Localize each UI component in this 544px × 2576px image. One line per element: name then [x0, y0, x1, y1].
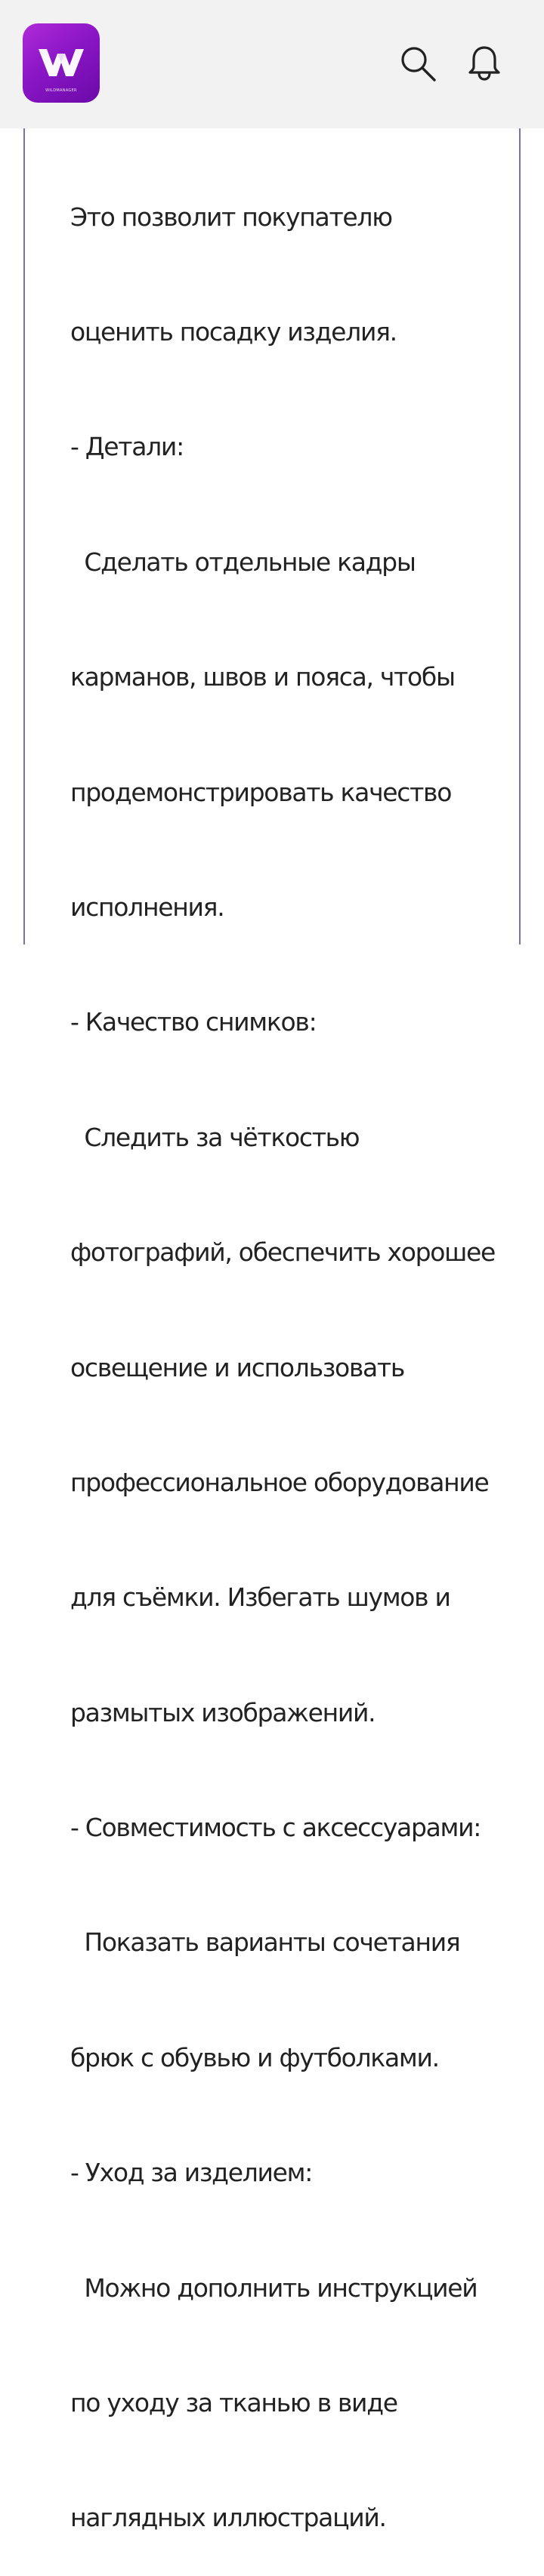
message-line: фотографий, обеспечить хорошее	[70, 1237, 496, 1268]
notifications-button[interactable]	[463, 42, 505, 85]
message-line: освещение и использовать	[70, 1352, 404, 1382]
message-line: исполнения.	[70, 892, 224, 922]
message-line: размытых изображений.	[70, 1697, 376, 1727]
message-line: - Качество снимков:	[70, 1007, 317, 1037]
message-line: Это позволит покупателю	[70, 202, 392, 232]
logo-caption: WILDMANAGER	[45, 88, 77, 93]
message-line: по уходу за тканью в виде	[70, 2388, 397, 2418]
message-line: Можно дополнить инструкцией	[70, 2272, 478, 2303]
message-line: наглядных иллюстраций.	[70, 2503, 386, 2533]
logo-w-mark	[37, 46, 85, 79]
message-text	[70, 122, 524, 2576]
message-line: брюк с обувью и футболками.	[70, 2042, 439, 2072]
message-line: Показать варианты сочетания	[70, 1927, 460, 1958]
bell-icon	[465, 44, 504, 83]
message-line: профессиональное оборудование	[70, 1467, 489, 1497]
message-line: - Детали:	[70, 432, 184, 462]
search-button[interactable]	[397, 42, 439, 85]
message-line: Следить за чёткостью	[70, 1122, 360, 1152]
message-line: карманов, швов и пояса, чтобы	[70, 662, 455, 692]
app-header	[0, 0, 544, 128]
message-line: - Уход за изделием:	[70, 2158, 313, 2188]
app-logo[interactable]	[23, 23, 100, 103]
message-line: оценить посадку изделия.	[70, 316, 397, 347]
message-line: Сделать отдельные кадры	[70, 547, 416, 577]
search-icon	[398, 44, 437, 83]
message-line: продемонстрировать качество	[70, 777, 452, 807]
message-line: - Совместимость с аксессуарами:	[70, 1813, 481, 1843]
message-line: для съёмки. Избегать шумов и	[70, 1582, 450, 1613]
